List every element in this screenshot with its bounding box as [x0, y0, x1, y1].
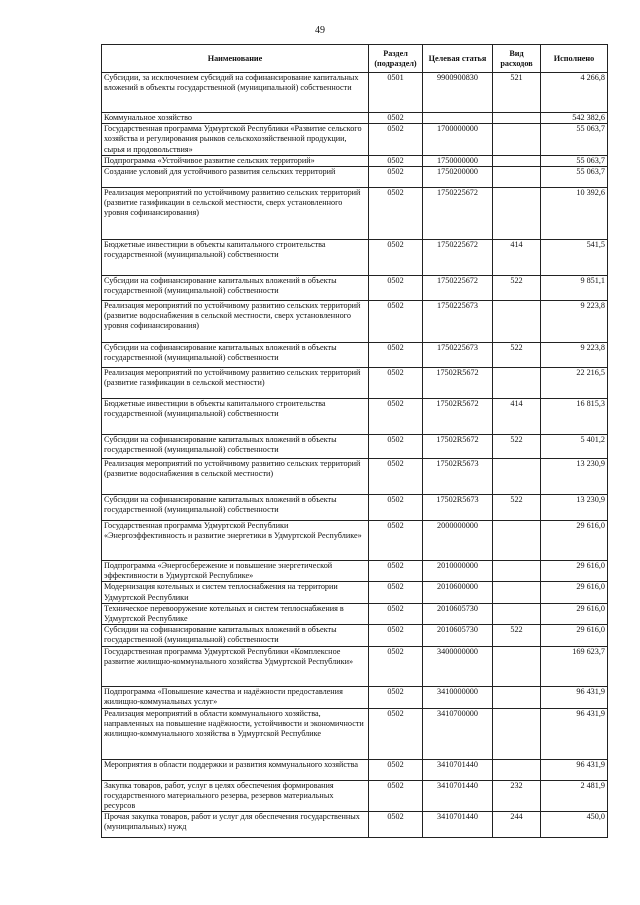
cell-section: 0502: [369, 276, 423, 301]
cell-name: Бюджетные инвестиции в объекты капитального строительства государственной (муниципальной) собственности: [102, 240, 369, 276]
cell-name: Прочая закупка товаров, работ и услуг для обеспечения государственных (муниципальных) нужд: [102, 812, 369, 838]
table-row: [102, 240, 608, 276]
cell-name: Реализация мероприятий по устойчивому развитию сельских территорий (развитие газификации в сельской местности, сверх установленного уровня софинансирования): [102, 188, 369, 240]
cell-exec: 4 266,8: [541, 73, 608, 113]
cell-target: 1750000000: [423, 155, 493, 166]
table-row: [102, 708, 608, 759]
cell-exec: 29 616,0: [541, 521, 608, 561]
cell-name: Бюджетные инвестиции в объекты капитального строительства государственной (муниципальной) собственности: [102, 399, 369, 435]
cell-target: 3410700000: [423, 708, 493, 759]
cell-exec: 2 481,9: [541, 780, 608, 812]
cell-name: Государственная программа Удмуртской Республики «Энергоэффективность и развитие энергетики в Удмуртской Республике»: [102, 521, 369, 561]
cell-name: Модернизация котельных и систем теплоснабжения на территории Удмуртской Республики: [102, 582, 369, 603]
cell-type: 414: [493, 399, 541, 435]
cell-name: Государственная программа Удмуртской Республики «Развитие сельского хозяйства и регулирования рынков сельскохозяйственной продукции, сырья и продовольствия»: [102, 124, 369, 156]
table-row: [102, 582, 608, 603]
cell-type: 522: [493, 495, 541, 521]
cell-exec: 96 431,9: [541, 759, 608, 780]
cell-section: 0502: [369, 812, 423, 838]
cell-type: 414: [493, 240, 541, 276]
cell-section: 0502: [369, 167, 423, 188]
cell-exec: 55 063,7: [541, 124, 608, 156]
cell-exec: 542 382,6: [541, 113, 608, 124]
table-row: [102, 124, 608, 156]
cell-target: 3410701440: [423, 780, 493, 812]
cell-exec: 13 230,9: [541, 495, 608, 521]
cell-name: Государственная программа Удмуртской Республики «Комплексное развитие жилищно-коммунального хозяйства Удмуртской Республики»: [102, 646, 369, 686]
cell-type: [493, 646, 541, 686]
cell-name: Подпрограмма «Устойчивое развитие сельских территорий»: [102, 155, 369, 166]
cell-name: Субсидии на софинансирование капитальных вложений в объекты государственной (муниципальной) собственности: [102, 435, 369, 459]
cell-target: 1700000000: [423, 124, 493, 156]
cell-section: 0502: [369, 625, 423, 646]
cell-name: Техническое перевооружение котельных и систем теплоснабжения в Удмуртской Республике: [102, 603, 369, 624]
cell-target: 17502R5673: [423, 459, 493, 495]
cell-name: Закупка товаров, работ, услуг в целях обеспечения формирования государственного материального резерва, резервов материальных ресурсов: [102, 780, 369, 812]
cell-target: 17502R5672: [423, 399, 493, 435]
cell-target: 2000000000: [423, 521, 493, 561]
cell-type: [493, 686, 541, 708]
cell-target: 2010600000: [423, 582, 493, 603]
cell-target: 3410701440: [423, 759, 493, 780]
cell-type: [493, 368, 541, 399]
cell-section: 0502: [369, 759, 423, 780]
cell-name: Субсидии, за исключением субсидий на софинансирование капитальных вложений в объекты государственной (муниципальной) собственности: [102, 73, 369, 113]
table-row: [102, 646, 608, 686]
table-row: [102, 780, 608, 812]
cell-type: 522: [493, 435, 541, 459]
cell-exec: 169 623,7: [541, 646, 608, 686]
cell-section: 0502: [369, 459, 423, 495]
cell-target: 3400000000: [423, 646, 493, 686]
cell-exec: 29 616,0: [541, 582, 608, 603]
cell-type: [493, 459, 541, 495]
cell-target: 17502R5672: [423, 435, 493, 459]
cell-section: 0502: [369, 603, 423, 624]
cell-name: Мероприятия в области поддержки и развития коммунального хозяйства: [102, 759, 369, 780]
cell-exec: 96 431,9: [541, 708, 608, 759]
cell-type: [493, 521, 541, 561]
cell-exec: 9 223,8: [541, 343, 608, 368]
cell-type: 522: [493, 625, 541, 646]
cell-exec: 55 063,7: [541, 167, 608, 188]
cell-section: 0502: [369, 780, 423, 812]
cell-type: [493, 603, 541, 624]
table-body: [102, 73, 608, 838]
cell-type: [493, 301, 541, 343]
table-row: [102, 155, 608, 166]
cell-section: 0502: [369, 113, 423, 124]
cell-target: 17502R5672: [423, 368, 493, 399]
cell-target: 3410000000: [423, 686, 493, 708]
table-row: [102, 561, 608, 582]
cell-section: 0502: [369, 240, 423, 276]
header-exec: Исполнено: [541, 45, 608, 73]
header-section: Раздел (подраздел): [369, 45, 423, 73]
table-row: [102, 812, 608, 838]
budget-table: [101, 44, 608, 838]
cell-target: 1750225673: [423, 301, 493, 343]
table-row: [102, 459, 608, 495]
cell-section: 0502: [369, 124, 423, 156]
cell-exec: 96 431,9: [541, 686, 608, 708]
cell-target: 2010605730: [423, 625, 493, 646]
cell-section: 0502: [369, 708, 423, 759]
cell-name: Субсидии на софинансирование капитальных вложений в объекты государственной (муниципальной) собственности: [102, 276, 369, 301]
cell-exec: 10 392,6: [541, 188, 608, 240]
table-row: [102, 368, 608, 399]
cell-section: 0502: [369, 368, 423, 399]
cell-type: 522: [493, 343, 541, 368]
cell-section: 0502: [369, 561, 423, 582]
cell-name: Реализация мероприятий по устойчивому развитию сельских территорий (развитие водоснабжения в сельской местности, сверх установленного уровня софинансирования): [102, 301, 369, 343]
cell-exec: 55 063,7: [541, 155, 608, 166]
cell-type: [493, 708, 541, 759]
cell-section: 0502: [369, 686, 423, 708]
cell-name: Реализация мероприятий в области коммунального хозяйства, направленных на повышение надёжности, устойчивости и экономичности жилищно-коммунального хозяйства в Удмуртской Республике: [102, 708, 369, 759]
cell-type: [493, 113, 541, 124]
cell-target: 17502R5673: [423, 495, 493, 521]
cell-type: [493, 124, 541, 156]
table-row: [102, 301, 608, 343]
cell-type: [493, 155, 541, 166]
table-row: [102, 188, 608, 240]
cell-exec: 9 223,8: [541, 301, 608, 343]
table-row: [102, 276, 608, 301]
cell-exec: 22 216,5: [541, 368, 608, 399]
table-row: [102, 625, 608, 646]
cell-exec: 29 616,0: [541, 603, 608, 624]
cell-name: Субсидии на софинансирование капитальных вложений в объекты государственной (муниципальной) собственности: [102, 625, 369, 646]
cell-exec: 541,5: [541, 240, 608, 276]
table-row: [102, 686, 608, 708]
cell-exec: 5 401,2: [541, 435, 608, 459]
cell-target: 9900900830: [423, 73, 493, 113]
cell-exec: 29 616,0: [541, 625, 608, 646]
cell-section: 0502: [369, 343, 423, 368]
cell-section: 0502: [369, 301, 423, 343]
cell-name: Подпрограмма «Энергосбережение и повышение энергетической эффективности в Удмуртской Республике»: [102, 561, 369, 582]
cell-exec: 450,0: [541, 812, 608, 838]
cell-type: 244: [493, 812, 541, 838]
cell-type: [493, 188, 541, 240]
header-name: Наименование: [102, 45, 369, 73]
cell-section: 0502: [369, 495, 423, 521]
cell-exec: 13 230,9: [541, 459, 608, 495]
cell-exec: 9 851,1: [541, 276, 608, 301]
cell-target: 1750225672: [423, 240, 493, 276]
table-row: [102, 603, 608, 624]
cell-target: 1750225673: [423, 343, 493, 368]
table-row: [102, 521, 608, 561]
cell-type: 522: [493, 276, 541, 301]
cell-section: 0502: [369, 188, 423, 240]
cell-section: 0502: [369, 399, 423, 435]
table-row: [102, 73, 608, 113]
header-type: Вид расходов: [493, 45, 541, 73]
cell-target: 2010000000: [423, 561, 493, 582]
cell-name: Субсидии на софинансирование капитальных вложений в объекты государственной (муниципальной) собственности: [102, 495, 369, 521]
header-target: Целевая статья: [423, 45, 493, 73]
table-row: [102, 113, 608, 124]
cell-target: [423, 113, 493, 124]
cell-type: [493, 582, 541, 603]
cell-exec: 16 815,3: [541, 399, 608, 435]
cell-name: Реализация мероприятий по устойчивому развитию сельских территорий (развитие газификации в сельской местности): [102, 368, 369, 399]
cell-target: 2010605730: [423, 603, 493, 624]
cell-section: 0502: [369, 435, 423, 459]
cell-section: 0501: [369, 73, 423, 113]
table-row: [102, 759, 608, 780]
cell-target: 1750225672: [423, 188, 493, 240]
table-row: [102, 435, 608, 459]
cell-name: Создание условий для устойчивого развития сельских территорий: [102, 167, 369, 188]
cell-name: Коммунальное хозяйство: [102, 113, 369, 124]
cell-section: 0502: [369, 582, 423, 603]
cell-target: 1750225672: [423, 276, 493, 301]
cell-section: 0502: [369, 155, 423, 166]
table-row: [102, 167, 608, 188]
cell-type: 521: [493, 73, 541, 113]
table-row: [102, 343, 608, 368]
cell-exec: 29 616,0: [541, 561, 608, 582]
cell-name: Подпрограмма «Повышение качества и надёжности предоставления жилищно-коммунальных услуг»: [102, 686, 369, 708]
cell-target: 1750200000: [423, 167, 493, 188]
cell-type: 232: [493, 780, 541, 812]
cell-type: [493, 561, 541, 582]
cell-target: 3410701440: [423, 812, 493, 838]
cell-name: Реализация мероприятий по устойчивому развитию сельских территорий (развитие водоснабжения в сельской местности): [102, 459, 369, 495]
table-row: [102, 399, 608, 435]
cell-section: 0502: [369, 521, 423, 561]
table-row: [102, 495, 608, 521]
cell-section: 0502: [369, 646, 423, 686]
header-row: [102, 45, 608, 73]
cell-type: [493, 759, 541, 780]
page-number: 49: [315, 25, 325, 36]
cell-type: [493, 167, 541, 188]
cell-name: Субсидии на софинансирование капитальных вложений в объекты государственной (муниципальной) собственности: [102, 343, 369, 368]
